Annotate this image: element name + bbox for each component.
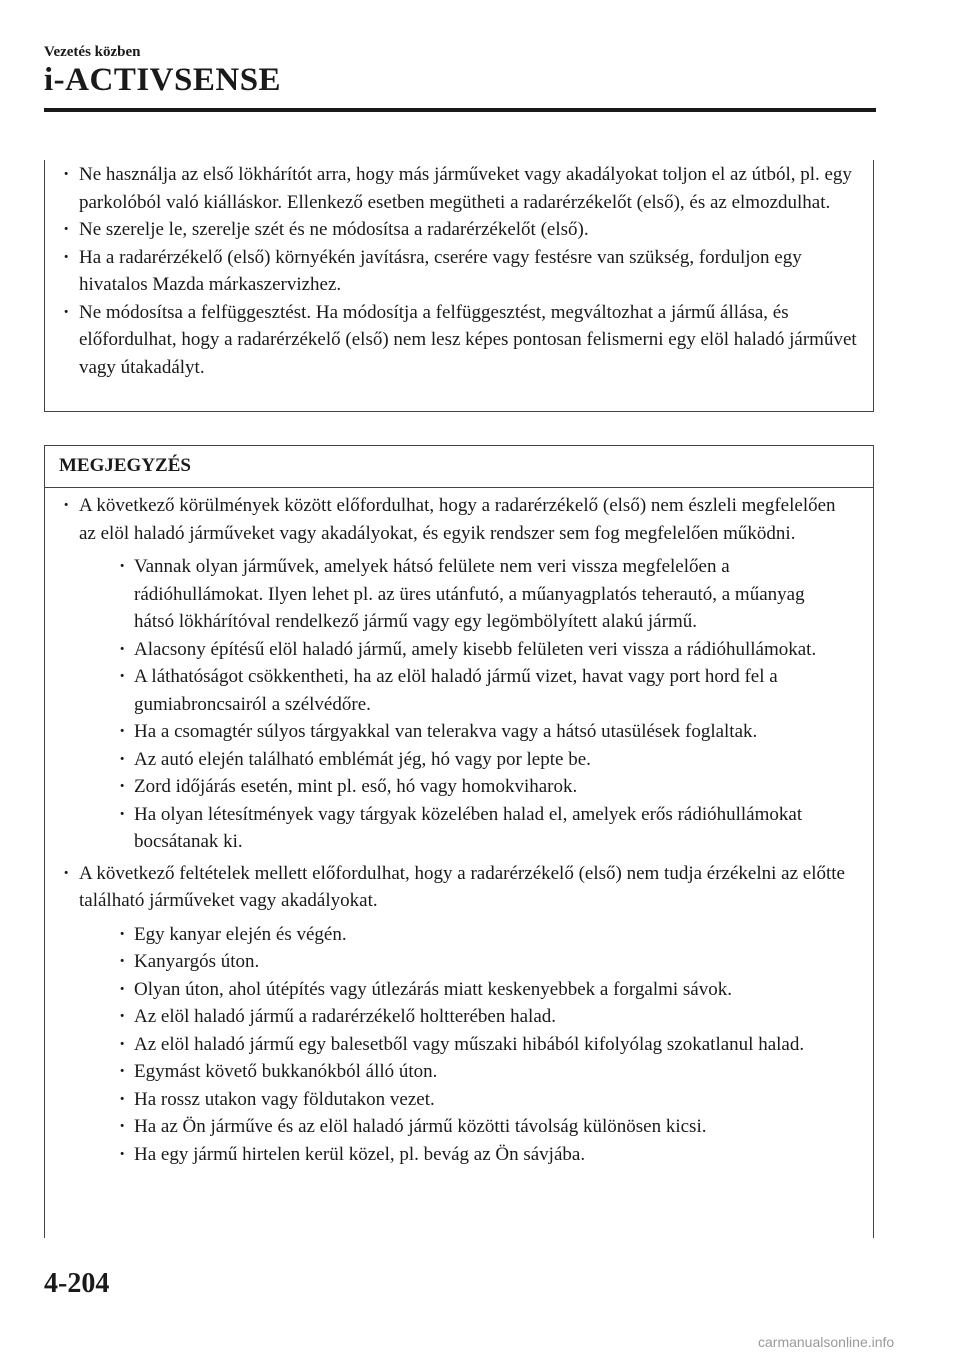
note-subitem: · Ha egy jármű hirtelen kerül közel, pl. bevág az Ön sávjába.: [79, 1141, 857, 1169]
note-subitem: · Az autó elején található emblémát jég, hó vagy por lepte be.: [79, 746, 857, 774]
note-heading: MEGJEGYZÉS: [45, 446, 873, 488]
note-item-text: A következő körülmények között előfordulhat, hogy a radarérzékelő (első) nem észleli megfelelően az elöl haladó járműveket vagy akadályokat, és egyik rendszer sem fog megfelelően működni.: [79, 495, 836, 544]
note-subitem: · Zord időjárás esetén, mint pl. eső, hó vagy homokviharok.: [79, 773, 857, 801]
note-list: [45, 488, 873, 1168]
note-item-text: A következő feltételek mellett előfordulhat, hogy a radarérzékelő (első) nem tudja érzékelni az előtte található járműveket vagy akadályokat.: [79, 862, 845, 911]
note-subitem: · Ha olyan létesítmények vagy tárgyak közelében halad el, amelyek erős rádióhullámokat bocsátanak ki.: [79, 801, 857, 856]
warning-box: [44, 160, 874, 412]
page-number: 4-204: [44, 1268, 110, 1299]
note-subitem: · Az elöl haladó jármű egy balesetből vagy műszaki hibából kifolyólag szokatlanul halad.: [79, 1031, 857, 1059]
warning-item: · Ha a radarérzékelő (első) környékén javításra, cserére vagy festésre van szükség, forduljon egy hivatalos Mazda márkaszervizhez.: [45, 244, 873, 299]
note-subitem: · Egy kanyar elején és végén.: [79, 921, 857, 949]
note-subitem: · Egymást követő bukkanókból álló úton.: [79, 1058, 857, 1086]
note-subitem: · Ha a csomagtér súlyos tárgyakkal van telerakva vagy a hátsó utasülések foglaltak.: [79, 718, 857, 746]
note-subitem: · Alacsony építésű elöl haladó jármű, amely kisebb felületen veri vissza a rádióhullámokat.: [79, 636, 857, 664]
warning-item: · Ne szerelje le, szerelje szét és ne módosítsa a radarérzékelőt (első).: [45, 216, 873, 244]
note-item: [45, 860, 873, 1169]
page-title: i-ACTIVSENSE: [44, 62, 282, 98]
note-item: [45, 492, 873, 856]
watermark: carmanualsonline.info: [758, 1334, 895, 1350]
note-sublist: [79, 921, 857, 1169]
note-subitem: · Olyan úton, ahol útépítés vagy útlezárás miatt keskenyebbek a forgalmi sávok.: [79, 976, 857, 1004]
note-subitem: · A láthatóságot csökkentheti, ha az elöl haladó jármű vizet, havat vagy port hord fel a gumiabroncsairól a szélvédőre.: [79, 663, 857, 718]
section-label: Vezetés közben: [44, 44, 141, 60]
note-subitem: · Ha az Ön járműve és az elöl haladó jármű közötti távolság különösen kicsi.: [79, 1113, 857, 1141]
note-sublist: [79, 553, 857, 856]
note-subitem: · Ha rossz utakon vagy földutakon vezet.: [79, 1086, 857, 1114]
warning-list: [45, 160, 873, 381]
warning-item: · Ne módosítsa a felfüggesztést. Ha módosítja a felfüggesztést, megváltozhat a jármű állása, és előfordulhat, hogy a radarérzékelő (első) nem lesz képes pontosan felismerni egy elöl haladó járművet vagy útakadályt.: [45, 299, 873, 382]
note-subitem: · Az elöl haladó jármű a radarérzékelő holtterében halad.: [79, 1003, 857, 1031]
note-box: [44, 445, 874, 1238]
title-divider: [44, 108, 876, 112]
note-subitem: · Kanyargós úton.: [79, 948, 857, 976]
note-subitem: · Vannak olyan járművek, amelyek hátsó felülete nem veri vissza megfelelően a rádióhullámokat. Ilyen lehet pl. az üres utánfutó, a műanyagplatós teherautó, a műanyag hátsó lökhárítóval rendelkező jármű vagy egy legömbölyített alakú jármű.: [79, 553, 857, 636]
warning-item: · Ne használja az első lökhárítót arra, hogy más járműveket vagy akadályokat toljon el az útból, pl. egy parkolóból való kiálláskor. Ellenkező esetben megütheti a radarérzékelőt (első), és az elmozdulhat.: [45, 161, 873, 216]
